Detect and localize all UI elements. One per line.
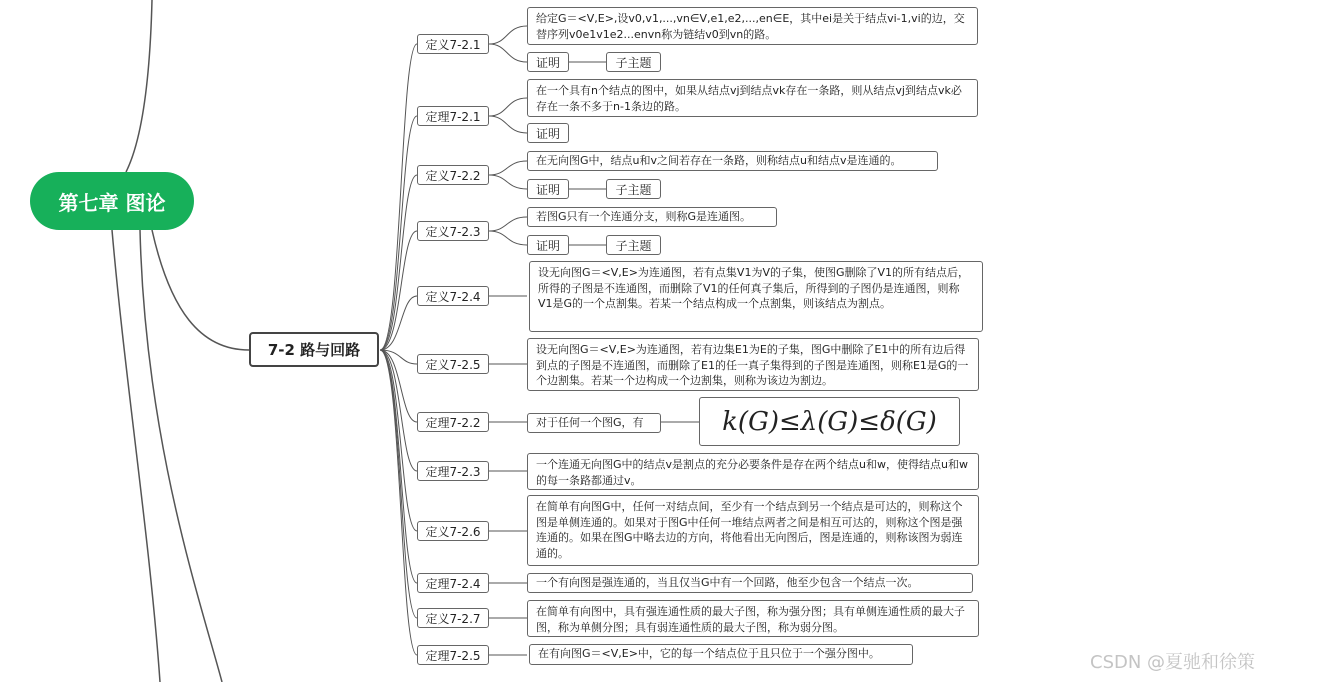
text-thm-7-2-1: 在一个具有n个结点的图中，如果从结点vj到结点vk存在一条路，则从结点vj到结点vk必存在一条不多于n-1条边的路。 [527, 79, 978, 117]
branch-to-label-2 [380, 175, 417, 350]
text-thm-7-2-3: 一个连通无向图G中的结点v是割点的充分必要条件是存在两个结点u和w，使得结点u和w的每一条路都通过v。 [527, 453, 979, 490]
root-branch-bottom [140, 230, 222, 682]
text-def-7-2-6: 在简单有向图G中，任何一对结点间，至少有一个结点到另一个结点是可达的，则称这个图是单侧连通的。如果对于图G中任何一堆结点两者之间是相互可达的，则称这个图是强连通的。如果在图G中略去边的方向，将他看出无向图后，图是连通的，则称该图为弱连通的。 [527, 495, 979, 566]
proof-def-7-2-2[interactable]: 证明 [527, 179, 569, 199]
text-thm-7-2-4: 一个有向图是强连通的，当且仅当G中有一个回路，他至少包含一个结点一次。 [527, 573, 973, 593]
label-def-7-2-6[interactable]: 定义7-2.6 [417, 521, 489, 541]
label-thm-7-2-5[interactable]: 定理7-2.5 [417, 645, 489, 665]
label-to-content-3-0 [489, 217, 527, 231]
formula-connectivity-inequality: k(G)≤λ(G)≤δ(G) [699, 397, 960, 446]
root-branch-top [126, 0, 152, 172]
label-def-7-2-5[interactable]: 定义7-2.5 [417, 354, 489, 374]
label-def-7-2-4[interactable]: 定义7-2.4 [417, 286, 489, 306]
watermark: CSDN @夏驰和徐策 [1090, 652, 1256, 673]
label-def-7-2-1[interactable]: 定义7-2.1 [417, 34, 489, 54]
proof-def-7-2-3[interactable]: 证明 [527, 235, 569, 255]
label-def-7-2-3[interactable]: 定义7-2.3 [417, 221, 489, 241]
text-def-7-2-4: 设无向图G＝<V,E>为连通图，若有点集V1为V的子集，使图G删除了V1的所有结点后，所得的子图是不连通图，而删除了V1的任何真子集后，所得到的子图仍是连通图，则称V1是G的一个点割集。若某一个结点构成一个点割集，则该结点为割点。 [529, 261, 983, 332]
root-topic[interactable]: 第七章 图论 [30, 172, 194, 230]
text-def-7-2-2: 在无向图G中，结点u和v之间若存在一条路，则称结点u和结点v是连通的。 [527, 151, 938, 171]
label-thm-7-2-1[interactable]: 定理7-2.1 [417, 106, 489, 126]
text-thm-7-2-5: 在有向图G＝<V,E>中，它的每一个结点位于且只位于一个强分图中。 [529, 644, 913, 665]
text-def-7-2-7: 在简单有向图中，具有强连通性质的最大子图，称为强分图；具有单侧连通性质的最大子图，称为单侧分图；具有弱连通性质的最大子图，称为弱分图。 [527, 600, 979, 637]
proof-thm-7-2-1[interactable]: 证明 [527, 123, 569, 143]
label-to-content-2-1 [489, 175, 527, 189]
label-def-7-2-7[interactable]: 定义7-2.7 [417, 608, 489, 628]
proof-def-7-2-1[interactable]: 证明 [527, 52, 569, 72]
text-thm-7-2-2: 对于任何一个图G，有 [527, 413, 661, 433]
branch-to-label-10 [380, 350, 417, 618]
text-def-7-2-1: 给定G＝<V,E>,设v0,v1,...,vn∈V,e1,e2,...,en∈E，其中ei是关于结点vi-1,vi的边，交替序列v0e1v1e2...envn称为链结v0到vn的路。 [527, 7, 978, 45]
label-to-content-0-1 [489, 44, 527, 62]
text-def-7-2-3: 若图G只有一个连通分支，则称G是连通图。 [527, 207, 777, 227]
child-def-7-2-1[interactable]: 子主题 [606, 52, 661, 72]
subtopic-node[interactable]: 7-2 路与回路 [249, 332, 379, 367]
label-to-content-0-0 [489, 26, 527, 44]
branch-to-label-3 [380, 231, 417, 350]
text-def-7-2-5: 设无向图G＝<V,E>为连通图，若有边集E1为E的子集，图G中删除了E1中的所有边后得到点的子图是不连通图，而删除了E1的任一真子集得到的子图是连通图，则称E1是G的一个边割集。若某一个边构成一个边割集，则称为该边为割边。 [527, 338, 979, 391]
root-offscreen-branch [112, 230, 160, 682]
label-thm-7-2-2[interactable]: 定理7-2.2 [417, 412, 489, 432]
label-to-content-1-1 [489, 116, 527, 133]
label-thm-7-2-3[interactable]: 定理7-2.3 [417, 461, 489, 481]
label-to-content-3-1 [489, 231, 527, 245]
label-to-content-1-0 [489, 98, 527, 116]
label-def-7-2-2[interactable]: 定义7-2.2 [417, 165, 489, 185]
child-def-7-2-2[interactable]: 子主题 [606, 179, 661, 199]
label-thm-7-2-4[interactable]: 定理7-2.4 [417, 573, 489, 593]
child-def-7-2-3[interactable]: 子主题 [606, 235, 661, 255]
root-to-subtopic [152, 230, 249, 350]
label-to-content-2-0 [489, 161, 527, 175]
branch-to-label-6 [380, 350, 417, 422]
